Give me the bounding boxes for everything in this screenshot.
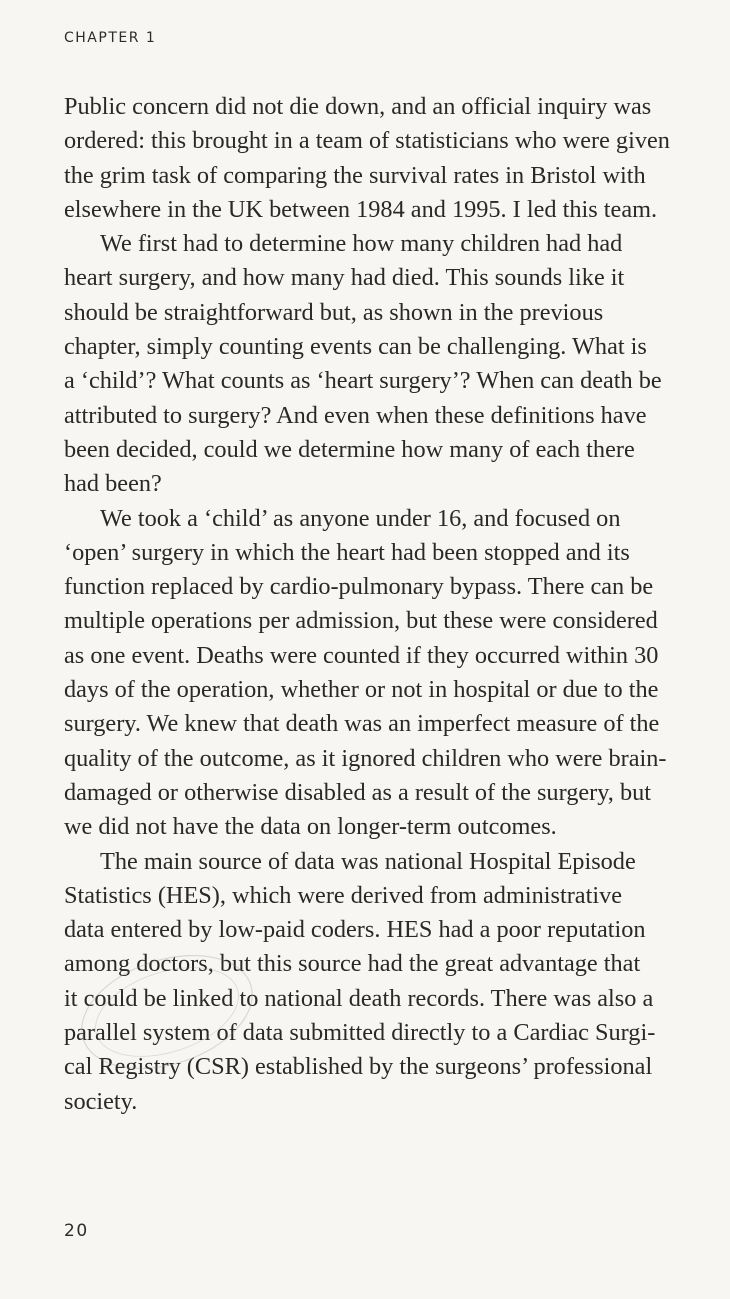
text-line: it could be linked to national death records. There was also a xyxy=(64,984,654,1012)
text-line: Public concern did not die down, and an official inquiry was xyxy=(64,93,652,120)
text-line: heart surgery, and how many had died. This sounds like it xyxy=(64,264,625,292)
text-line: Statistics (HES), which were derived from administrative xyxy=(64,881,623,909)
text-line: cal Registry (CSR) established by the surgeons’ professional xyxy=(64,1053,653,1081)
text-line: we did not have the data on longer-term outcomes. xyxy=(64,813,557,841)
text-line: parallel system of data submitted directly to a Cardiac Surgi- xyxy=(64,1019,656,1047)
text-line: society. xyxy=(64,1087,138,1115)
text-line: The main source of data was national Hospital Episode xyxy=(100,847,636,875)
text-line: We took a ‘child’ as anyone under 16, and focused on xyxy=(100,504,621,532)
text-line: surgery. We knew that death was an imperfect measure of the xyxy=(64,710,660,738)
text-line: damaged or otherwise disabled as a result of the surgery, but xyxy=(64,778,652,806)
text-line: multiple operations per admission, but these were considered xyxy=(64,607,658,635)
text-line: function replaced by cardio-pulmonary bypass. There can be xyxy=(64,573,654,601)
text-line: ‘open’ surgery in which the heart had been stopped and its xyxy=(64,538,630,566)
page-number: 20 xyxy=(64,1221,89,1241)
text-line: days of the operation, whether or not in hospital or due to the xyxy=(64,676,659,704)
text-line: chapter, simply counting events can be challenging. What is xyxy=(64,333,647,361)
text-line: quality of the outcome, as it ignored children who were brain- xyxy=(64,744,667,772)
text-line: among doctors, but this source had the great advantage that xyxy=(64,950,641,978)
text-line: as one event. Deaths were counted if they occurred within 30 xyxy=(64,641,659,669)
text-line: been decided, could we determine how many of each there xyxy=(64,435,635,463)
running-head: CHAPTER 1 xyxy=(64,30,157,46)
text-line: had been? xyxy=(64,470,162,498)
text-line: data entered by low-paid coders. HES had a poor reputation xyxy=(64,916,646,944)
text-line: We first had to determine how many children had had xyxy=(100,230,623,258)
text-line: the grim task of comparing the survival rates in Bristol with xyxy=(64,161,646,189)
text-line: attributed to surgery? And even when these definitions have xyxy=(64,401,647,429)
text-line: elsewhere in the UK between 1984 and 1995. I led this team. xyxy=(64,195,658,223)
text-line: ordered: this brought in a team of statisticians who were given xyxy=(64,127,670,155)
text-line: should be straightforward but, as shown in the previous xyxy=(64,298,604,326)
body-text xyxy=(64,90,730,1119)
text-line: a ‘child’? What counts as ‘heart surgery’? When can death be xyxy=(64,367,662,395)
